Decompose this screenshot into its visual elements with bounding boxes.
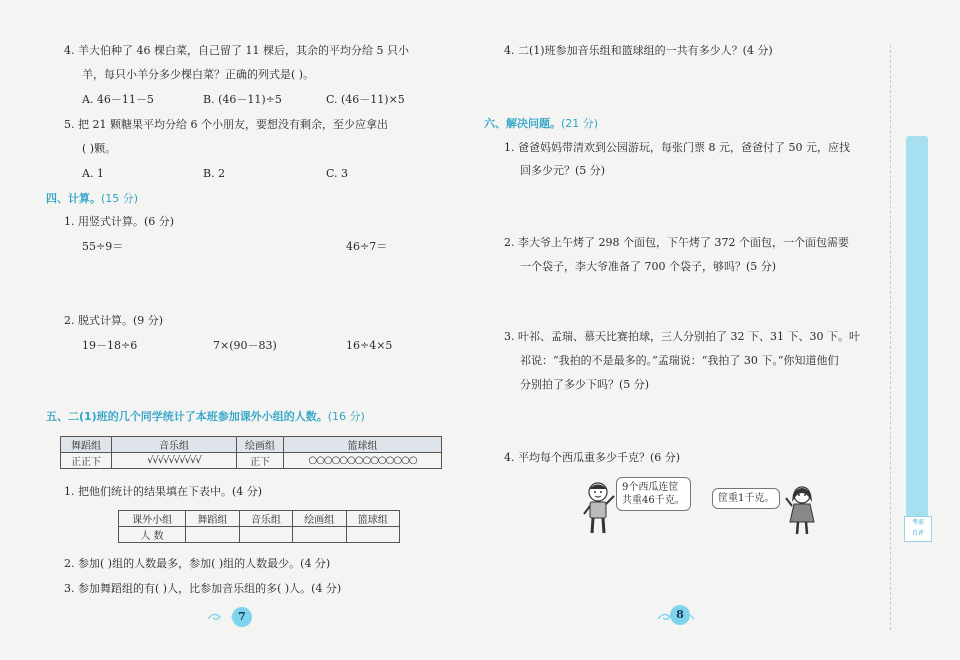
section-5-points: (16 分) — [327, 410, 365, 423]
tally-header: 绘画组 — [237, 437, 284, 453]
q4-option-a: A. 46－11－5 — [82, 93, 154, 106]
tally-header: 篮球组 — [284, 437, 442, 453]
tally-value: √√√√√√√√√√ — [112, 453, 237, 469]
tally-value: 正正下 — [61, 453, 112, 469]
s5-question-3: 3. 参加舞蹈组的有( )人，比参加音乐组的多( )人。(4 分) — [64, 582, 342, 595]
calc1-label: 1. 用竖式计算。(6 分) — [64, 215, 175, 228]
section-5-heading: 五、二(1)班的几个同学统计了本班参加课外小组的人数。 — [46, 410, 328, 423]
q5-option-b: B. 2 — [203, 167, 226, 180]
problem-3-line2: 祁说：“我拍的不是最多的。”孟瑞说：“我拍了 30 下。”你知道他们 — [520, 354, 839, 367]
fill-answer-row — [119, 527, 400, 543]
fill-header-row — [119, 511, 400, 527]
fill-in-table — [118, 510, 400, 543]
self-assessment-stamp: 考前 自评 — [904, 516, 932, 542]
q5-option-c: C. 3 — [326, 167, 349, 180]
tally-header: 舞蹈组 — [61, 437, 112, 453]
calc2-expression-3: 16÷4×5 — [346, 339, 393, 352]
boy-illustration-icon — [580, 480, 618, 536]
calc2-expression-1: 19－18÷6 — [82, 339, 138, 352]
s5-question-4: 4. 二(1)班参加音乐组和篮球组的一共有多少人？(4 分) — [504, 44, 773, 57]
s5-question-1: 1. 把他们统计的结果填在下表中。(4 分) — [64, 485, 263, 498]
problem-2-line2: 一个袋子，李大爷准备了 700 个袋子，够吗？(5 分) — [520, 260, 777, 273]
fill-header: 篮球组 — [346, 511, 399, 527]
fill-answer-cell[interactable] — [293, 527, 346, 543]
fill-header: 课外小组 — [119, 511, 186, 527]
tally-header-row — [61, 437, 442, 453]
q5-line1: 5. 把 21 颗糖果平均分给 6 个小朋友，要想没有剩余，至少应拿出 — [64, 118, 388, 131]
q5-option-a: A. 1 — [82, 167, 104, 180]
tally-value: ○○○○○○○○○○○○○○ — [284, 453, 442, 469]
fill-answer-cell[interactable] — [346, 527, 399, 543]
calc2-expression-2: 7×(90－83) — [213, 339, 277, 352]
section-4-points: (15 分) — [101, 192, 139, 205]
problem-1-line1: 1. 爸爸妈妈带清欢到公园游玩，每张门票 8 元，爸爸付了 50 元，应找 — [504, 141, 850, 154]
problem-3-line1: 3. 叶祁、孟瑞、慕天比赛拍球，三人分别拍了 32 下、31 下、30 下。叶 — [504, 330, 860, 343]
fill-answer-cell[interactable] — [239, 527, 292, 543]
section-5-title — [46, 410, 365, 424]
problem-4-line1: 4. 平均每个西瓜重多少千克？(6 分) — [504, 451, 681, 464]
q5-line2: ( )颗。 — [82, 142, 117, 155]
speech-bubble-boy — [616, 477, 691, 511]
q4-option-b: B. (46－11)÷5 — [203, 93, 282, 106]
fill-row-label: 人 数 — [119, 527, 186, 543]
tally-value-row — [61, 453, 442, 469]
problem-1-line2: 回多少元？(5 分) — [520, 164, 606, 177]
section-6-points: (21 分) — [561, 117, 599, 130]
fill-header: 音乐组 — [239, 511, 292, 527]
girl-illustration-icon — [784, 484, 820, 536]
section-6-title — [484, 117, 598, 131]
tally-header: 音乐组 — [112, 437, 237, 453]
s5-question-2: 2. 参加( )组的人数最多，参加( )组的人数最少。(4 分) — [64, 557, 331, 570]
section-6-heading: 六、解决问题。 — [484, 117, 561, 130]
calc1-expression-1: 55÷9＝ — [82, 240, 124, 253]
section-4-title — [46, 192, 138, 206]
problem-2-line1: 2. 李大爷上午烤了 298 个面包，下午烤了 372 个面包，一个面包需要 — [504, 236, 849, 249]
page-number-8: 8 — [670, 605, 690, 625]
bubble-boy-line1: 9个西瓜连筐 — [622, 482, 679, 493]
calc2-label: 2. 脱式计算。(9 分) — [64, 314, 164, 327]
problem-3-line3: 分别拍了多少下吗？(5 分) — [520, 378, 650, 391]
binding-dashed-line — [890, 45, 892, 630]
calc1-expression-2: 46÷7＝ — [346, 240, 388, 253]
page-number-7: 7 — [232, 607, 252, 627]
tally-table — [60, 436, 442, 469]
q4-line2: 羊，每只小羊分多少棵白菜？正确的列式是( )。 — [82, 68, 315, 81]
fill-header: 绘画组 — [293, 511, 346, 527]
right-page — [480, 0, 960, 660]
q4-line1: 4. 羊大伯种了 46 棵白菜，自己留了 11 棵后，其余的平均分给 5 只小 — [64, 44, 409, 57]
q4-option-c: C. (46－11)×5 — [326, 93, 405, 106]
section-4-heading: 四、计算。 — [46, 192, 101, 205]
fill-answer-cell[interactable] — [186, 527, 239, 543]
side-tab-strip — [906, 136, 928, 536]
fill-header: 舞蹈组 — [186, 511, 239, 527]
bubble-boy-line2: 共重46千克。 — [622, 495, 685, 506]
tally-value: 正下 — [237, 453, 284, 469]
speech-bubble-girl: 筐重1千克。 — [712, 488, 780, 509]
